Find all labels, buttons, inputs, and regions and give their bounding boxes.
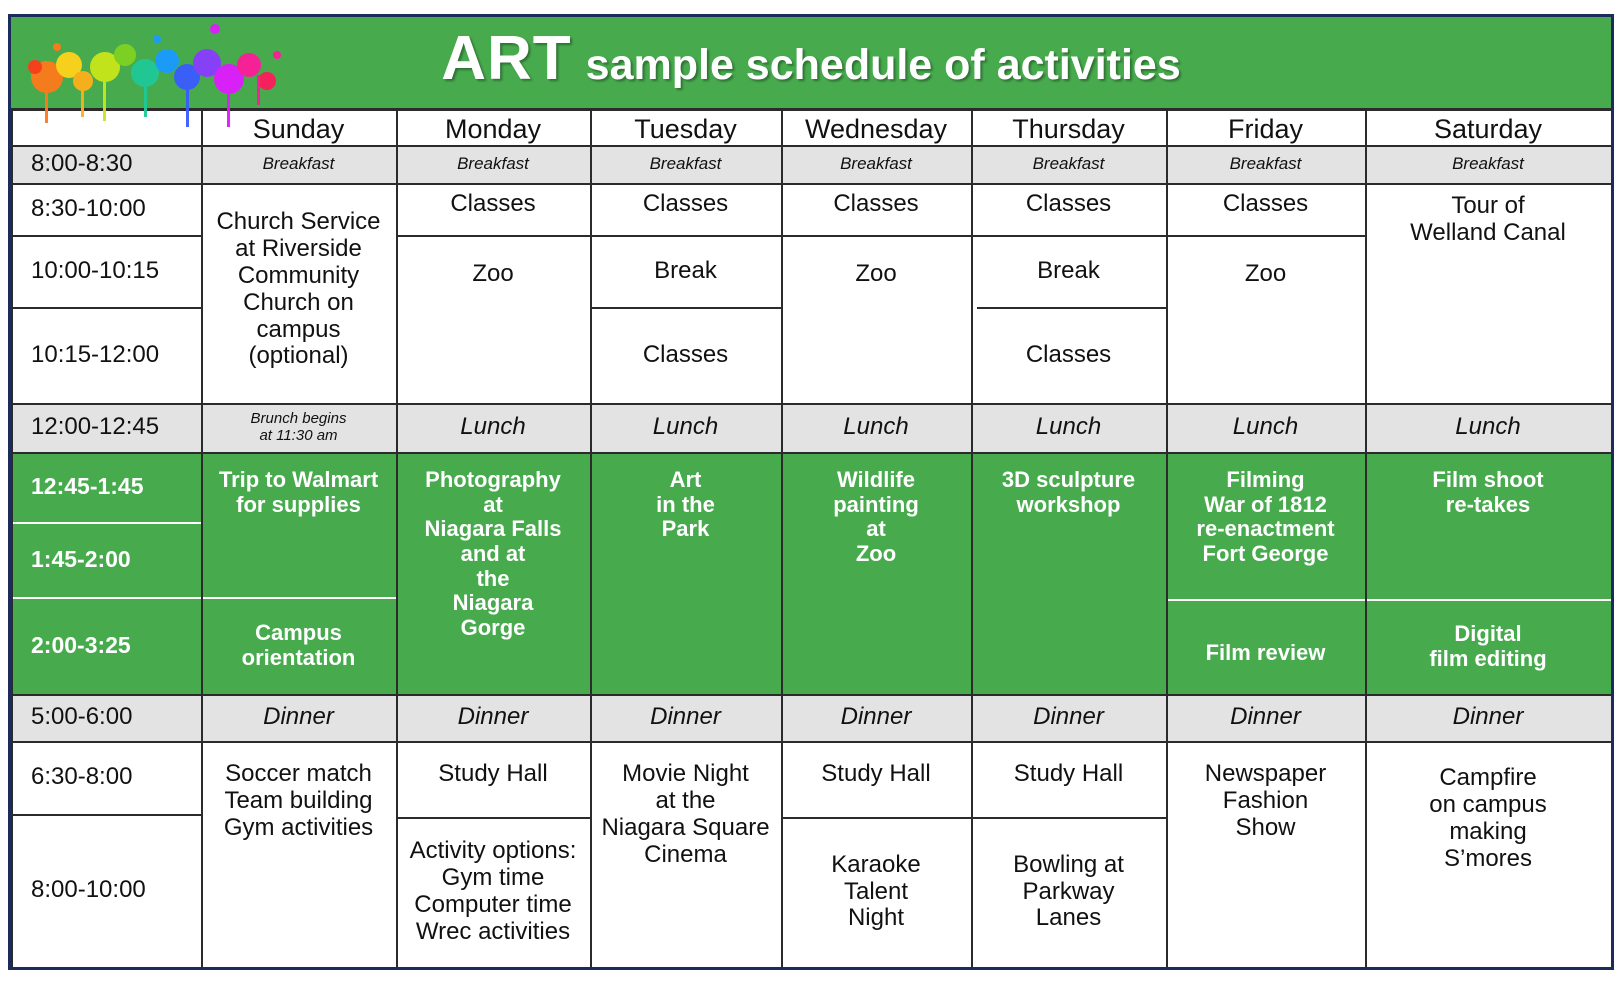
evening-sunday-line: Gym activities [223,813,374,841]
dinner-cell [1166,694,1365,741]
grid-line [590,307,781,309]
activity-classes [971,307,1166,403]
activity-break [590,235,781,307]
dinner-cell [971,694,1166,741]
grid-line [201,108,203,452]
afternoon-friday-line: re-enactment [1196,516,1335,542]
lunch-cell [971,403,1166,452]
afternoon-activity-thursday [971,452,1166,694]
grid-line [781,694,783,967]
time-slot [11,183,201,235]
day-header-thursday [971,108,1166,145]
afternoon-monday-line: Niagara Falls [424,516,562,542]
activity-zoo [1166,235,1365,403]
activity-label: Classes [642,190,729,217]
time-slot [11,694,201,741]
title-rest: sample schedule of activities [585,41,1181,89]
grid-line [971,452,973,694]
breakfast-cell [781,145,971,183]
title-banner [11,17,1611,110]
grid-line [1166,108,1168,452]
day-label: Wednesday [804,114,948,144]
brunch-line: at 11:30 am [259,426,338,444]
activity-label: Zoo [1244,260,1287,287]
meal-label: Lunch [843,413,909,441]
afternoon-saturday-line: re-takes [1445,491,1531,517]
grid-line [590,694,592,967]
grid-line [11,741,1611,743]
evening-wednesday-line: Study Hall [821,760,931,787]
time-slot [11,403,201,452]
activity-label: Classes [1025,340,1112,368]
afternoon-friday-line: Filming [1226,467,1305,492]
meal-label: Breakfast [1032,154,1105,174]
time-label: 6:30-8:00 [31,763,133,791]
activity-label: Classes [1025,190,1112,217]
evening-saturday-line: on campus [1429,790,1547,818]
meal-label: Breakfast [1229,154,1302,174]
meal-label: Breakfast [1452,154,1524,174]
dinner-cell [781,694,971,741]
grid-line [971,817,1166,819]
evening-activity-tuesday [590,741,781,967]
grid-line [396,452,398,694]
afternoon-thursday-line: workshop [1016,491,1121,517]
brunch-cell [201,403,396,452]
schedule-grid [11,17,1611,967]
afternoon-monday-line: and at [460,540,526,566]
church-line: Church on [243,288,354,316]
time-label: 10:15-12:00 [31,340,160,368]
lunch-cell [396,403,590,452]
page-title [11,23,1611,94]
lunch-cell [590,403,781,452]
afternoon-activity-wednesday [781,452,971,694]
evening-activity-monday [396,817,590,967]
grid-line [1166,694,1168,967]
afternoon-sunday-line: orientation [241,644,356,670]
grid-line [971,694,973,967]
day-label: Saturday [1433,114,1543,144]
evening-sunday-line: Soccer match [225,760,372,787]
church-line: (optional) [248,342,349,370]
time-label: 8:30-10:00 [31,194,146,222]
evening-wednesday-line: Karaoke [831,850,921,878]
church-line: Church Service [216,208,381,235]
evening-saturday-line: S’mores [1443,844,1533,872]
day-header-friday [1166,108,1365,145]
meal-label: Lunch [460,413,526,441]
brunch-line: Brunch begins [250,409,347,427]
meal-label: Lunch [1455,413,1521,441]
grid-line [11,108,13,967]
grid-line [781,108,783,452]
meal-label: Lunch [1035,413,1102,441]
afternoon-tuesday-line: Park [661,516,710,542]
evening-sunday-line: Team building [224,786,373,814]
evening-activity-wednesday [781,817,971,967]
church-line: Community [237,261,360,289]
activity-classes [396,183,590,235]
grid-line [11,814,201,816]
afternoon-wednesday-line: Wildlife [836,467,915,492]
activity-label: Break [1037,256,1100,284]
activity-label: Break [654,256,717,284]
activity-label: Zoo [855,260,897,287]
afternoon-wednesday-line: painting [833,491,919,517]
grid-line [11,452,1611,454]
meal-label: Breakfast [649,154,722,174]
afternoon-activity-monday [396,452,590,694]
grid-line [781,452,783,694]
breakfast-cell [201,145,396,183]
dinner-cell [1365,694,1611,741]
evening-friday-line: Show [1235,813,1296,841]
activity-zoo [396,235,590,403]
afternoon-sunday-line: Trip to Walmart [218,467,379,492]
grid-line [201,694,203,967]
dinner-cell [590,694,781,741]
grid-line [590,452,592,694]
evening-monday-line: Computer time [414,891,572,918]
evening-thursday-line: Bowling at [1013,850,1124,878]
breakfast-cell [396,145,590,183]
evening-tuesday-line: Cinema [644,840,727,868]
evening-tuesday-line: Movie Night [622,760,749,787]
evening-activity-thursday [971,817,1166,967]
afternoon-activity-friday [1166,452,1365,599]
afternoon-monday-line: Gorge [460,614,526,640]
grid-line [201,452,203,694]
evening-friday-line: Fashion [1222,786,1309,814]
evening-friday-line: Newspaper [1204,760,1327,787]
activity-welland-canal-tour [1365,183,1611,403]
dinner-cell [201,694,396,741]
day-label: Monday [444,114,542,144]
evening-wednesday-line: Night [847,904,904,932]
activity-label: Classes [1222,190,1309,217]
evening-activity-monday [396,741,590,817]
tour-line: Tour of [1451,192,1525,219]
afternoon-monday-line: at [483,491,503,517]
grid-line [590,108,592,452]
lunch-cell [1365,403,1611,452]
grid-line [1166,235,1365,237]
time-label: 5:00-6:00 [31,703,133,731]
grid-line [11,597,201,599]
grid-line [396,694,398,967]
grid-line [396,817,590,819]
grid-line [1365,694,1367,967]
evening-monday-line: Gym time [441,864,545,892]
activity-classes [590,183,781,235]
time-slot [11,814,201,967]
activity-label: Classes [450,190,536,217]
lunch-cell [781,403,971,452]
evening-activity-saturday [1365,741,1611,967]
day-header-tuesday [590,108,781,145]
activity-break [971,235,1166,307]
afternoon-saturday-line: film editing [1429,645,1547,671]
grid-line [590,235,781,237]
day-label: Tuesday [634,114,737,144]
grid-line [971,235,1166,237]
activity-label: Zoo [472,260,514,287]
breakfast-cell [1166,145,1365,183]
time-label: 10:00-10:15 [31,256,160,284]
afternoon-monday-line: the [476,565,510,591]
evening-activity-wednesday [781,741,971,817]
time-slot [11,741,201,814]
dinner-cell [396,694,590,741]
afternoon-activity-saturday [1365,452,1611,599]
breakfast-cell [971,145,1166,183]
meal-label: Breakfast [457,154,529,174]
grid-line [11,522,201,524]
breakfast-cell [590,145,781,183]
time-slot [11,452,201,522]
afternoon-thursday-line: 3D sculpture [1001,467,1136,492]
activity-classes [590,307,781,403]
activity-label: Classes [833,190,919,217]
activity-label: Classes [642,340,729,368]
grid-line [1166,599,1611,601]
grid-line [1166,452,1168,694]
afternoon-activity-tuesday [590,452,781,694]
afternoon-monday-line: Photography [425,467,561,492]
afternoon-sunday-line: for supplies [236,491,361,517]
meal-label: Dinner [263,703,334,731]
grid-line [11,307,201,309]
evening-tuesday-line: at the [655,786,716,814]
grid-line [201,597,396,599]
meal-label: Dinner [840,703,912,731]
afternoon-saturday-line: Film shoot [1432,467,1544,492]
church-line: campus [256,315,341,343]
day-header-wednesday [781,108,971,145]
time-slot [11,145,201,183]
evening-monday-line: Wrec activities [415,917,571,945]
time-slot [11,235,201,307]
grid-line [396,108,398,452]
afternoon-activity-sunday [201,452,396,597]
meal-label: Dinner [1452,703,1524,731]
title-art: ART [441,24,572,93]
evening-activity-friday [1166,741,1365,967]
evening-wednesday-line: Talent [843,877,909,905]
evening-thursday-line: Lanes [1035,904,1102,932]
afternoon-friday-line: Film review [1205,640,1326,666]
grid-line [977,307,1166,309]
evening-activity-thursday [971,741,1166,817]
grid-line [11,235,201,237]
grid-line [11,145,1611,147]
activity-zoo [781,235,971,403]
grid-line [1365,108,1367,452]
activity-classes [971,183,1166,235]
evening-thursday-line: Study Hall [1013,760,1124,787]
day-header-saturday [1365,108,1611,145]
time-label: 8:00-8:30 [31,149,133,177]
meal-label: Lunch [652,413,719,441]
time-slot [11,307,201,403]
activity-church-service [201,183,396,403]
grid-line [11,403,1611,405]
afternoon-saturday-line: Digital [1454,620,1522,646]
meal-label: Dinner [1230,703,1301,731]
day-label: Sunday [252,114,345,144]
afternoon-activity-saturday [1365,599,1611,694]
evening-monday-line: Study Hall [438,760,548,787]
time-label: 12:00-12:45 [31,413,160,441]
time-label: 12:45-1:45 [31,473,144,500]
activity-classes [1166,183,1365,235]
tour-line: Welland Canal [1410,218,1566,246]
afternoon-friday-line: Fort George [1202,540,1329,566]
meal-label: Dinner [1033,703,1104,731]
lunch-cell [1166,403,1365,452]
time-slot [11,522,201,597]
meal-label: Breakfast [262,154,335,174]
grid-line [1365,452,1367,694]
afternoon-sunday-line: Campus [255,619,342,645]
afternoon-wednesday-line: Zoo [855,540,897,566]
meal-label: Breakfast [840,154,912,174]
church-line: at Riverside [235,234,362,262]
evening-monday-line: Activity options: [409,837,577,865]
afternoon-tuesday-line: Art [669,467,702,492]
grid-line [971,108,973,452]
meal-label: Lunch [1232,413,1299,441]
evening-thursday-line: Parkway [1022,877,1115,905]
evening-tuesday-line: Niagara Square [601,813,770,841]
day-label: Friday [1227,114,1303,144]
afternoon-activity-friday [1166,599,1365,694]
time-label: 2:00-3:25 [31,631,131,658]
grid-line [11,694,1611,696]
grid-line [11,183,1611,185]
grid-line [781,817,971,819]
schedule-frame [8,14,1614,970]
evening-saturday-line: Campfire [1439,764,1537,791]
grid-line [396,235,590,237]
meal-label: Dinner [457,703,529,731]
afternoon-activity-sunday [201,597,396,694]
evening-saturday-line: making [1449,817,1527,845]
time-label: 1:45-2:00 [31,545,131,572]
afternoon-monday-line: Niagara [452,590,534,616]
evening-activity-sunday [201,741,396,967]
afternoon-wednesday-line: at [866,516,886,542]
day-label: Thursday [1012,114,1125,144]
day-header-monday [396,108,590,145]
afternoon-friday-line: War of 1812 [1204,491,1327,517]
time-label: 8:00-10:00 [31,876,146,904]
breakfast-cell [1365,145,1611,183]
afternoon-tuesday-line: in the [656,491,715,517]
grid-line [781,235,971,237]
time-slot [11,597,201,694]
activity-classes [781,183,971,235]
meal-label: Dinner [650,703,721,731]
